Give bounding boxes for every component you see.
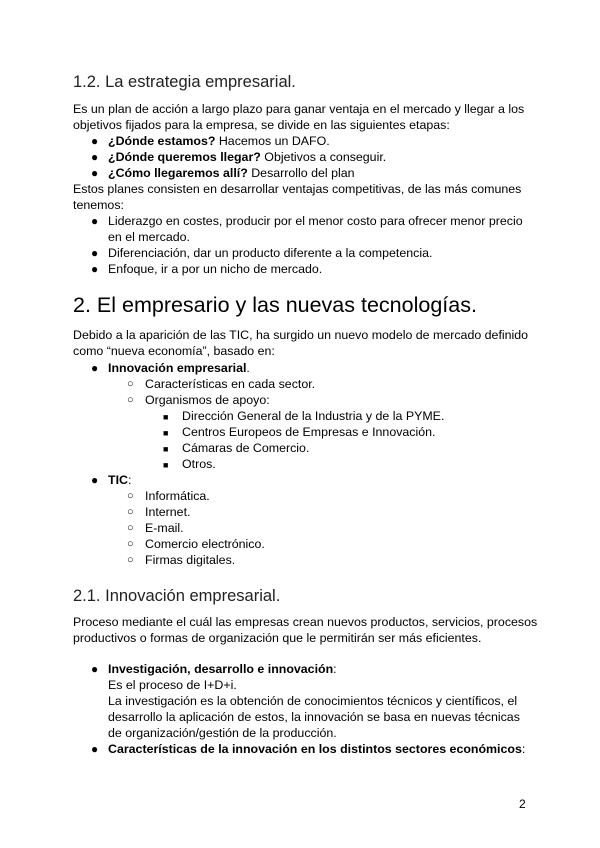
paragraph-line: Es un plan de acción a largo plazo para ganar ventaja en el mercado y llegar a los	[73, 102, 525, 116]
list-item: ¿Dónde queremos llegar? Objetivos a conseguir.	[108, 150, 387, 164]
bullet-circle: ○	[127, 522, 134, 534]
section-heading-1-2: 1.2. La estrategia empresarial.	[73, 73, 296, 91]
bullet-dot: ●	[91, 662, 99, 676]
bullet-circle: ○	[127, 394, 134, 406]
bullet-square: ■	[163, 460, 169, 470]
list-item: ¿Cómo llegaremos allí? Desarrollo del plan	[108, 166, 355, 180]
list-item: Centros Europeos de Empresas e Innovación.	[182, 425, 436, 439]
list-item: Informática.	[145, 489, 210, 503]
bullet-dot: ●	[91, 262, 99, 276]
bullet-square: ■	[163, 412, 169, 422]
list-item-continuation: La investigación es la obtención de conocimientos técnicos y científicos, el	[108, 694, 518, 708]
list-item: Cámaras de Comercio.	[182, 441, 310, 455]
bullet-circle: ○	[127, 378, 134, 390]
paragraph-line: tenemos:	[73, 198, 124, 212]
paragraph-line: objetivos fijados para la empresa, se divide en las siguientes etapas:	[73, 118, 450, 132]
list-item: Innovación empresarial.	[108, 361, 250, 375]
page-number: 2	[519, 797, 526, 811]
bullet-dot: ●	[91, 214, 99, 228]
bullet-square: ■	[163, 444, 169, 454]
paragraph-line: productivos o formas de organización que le permitirán ser más eficientes.	[73, 631, 482, 645]
list-item: ¿Dónde estamos? Hacemos un DAFO.	[108, 134, 330, 148]
list-item: E-mail.	[145, 521, 184, 535]
list-item: Características en cada sector.	[145, 377, 316, 391]
bullet-dot: ●	[91, 246, 99, 260]
list-item: Internet.	[145, 505, 191, 519]
bullet-circle: ○	[127, 554, 134, 566]
list-item: Enfoque, ir a por un nicho de mercado.	[108, 262, 323, 276]
list-item-continuation: desarrollo la aplicación de estos, la innovación se basa en nuevas técnicas	[108, 710, 520, 724]
bullet-dot: ●	[91, 742, 99, 756]
list-item: Firmas digitales.	[145, 553, 236, 567]
list-item: Organismos de apoyo:	[145, 393, 270, 407]
bullet-dot: ●	[91, 473, 99, 487]
list-item: Liderazgo en costes, producir por el menor costo para ofrecer menor precio	[108, 214, 523, 228]
section-heading-2: 2. El empresario y las nuevas tecnologías.	[73, 293, 477, 317]
section-heading-2-1: 2.1. Innovación empresarial.	[73, 587, 281, 605]
list-item: Dirección General de la Industria y de la PYME.	[182, 409, 445, 423]
paragraph-line: Estos planes consisten en desarrollar ventajas competitivas, de las más comunes	[73, 182, 522, 196]
list-item-continuation: Es el proceso de I+D+i.	[108, 678, 237, 692]
paragraph-line: Debido a la aparición de las TIC, ha surgido un nuevo modelo de mercado definido	[73, 328, 529, 342]
bullet-dot: ●	[91, 166, 99, 180]
bullet-dot: ●	[91, 134, 99, 148]
bullet-square: ■	[163, 428, 169, 438]
bullet-dot: ●	[91, 361, 99, 375]
list-item: Investigación, desarrollo e innovación:	[108, 662, 337, 676]
list-item-continuation: en el mercado.	[108, 230, 190, 244]
list-item: Diferenciación, dar un producto diferente a la competencia.	[108, 246, 433, 260]
bullet-circle: ○	[127, 506, 134, 518]
bullet-dot: ●	[91, 150, 99, 164]
list-item: TIC:	[108, 473, 132, 487]
paragraph-line: como “nueva economía”, basado en:	[73, 344, 275, 358]
list-item: Características de la innovación en los distintos sectores económicos:	[108, 742, 526, 756]
list-item: Comercio electrónico.	[145, 537, 265, 551]
bullet-circle: ○	[127, 490, 134, 502]
bullet-circle: ○	[127, 538, 134, 550]
list-item: Otros.	[182, 457, 216, 471]
list-item-continuation: de organización/gestión de la producción.	[108, 726, 337, 740]
paragraph-line: Proceso mediante el cuál las empresas crean nuevos productos, servicios, procesos	[73, 615, 538, 629]
